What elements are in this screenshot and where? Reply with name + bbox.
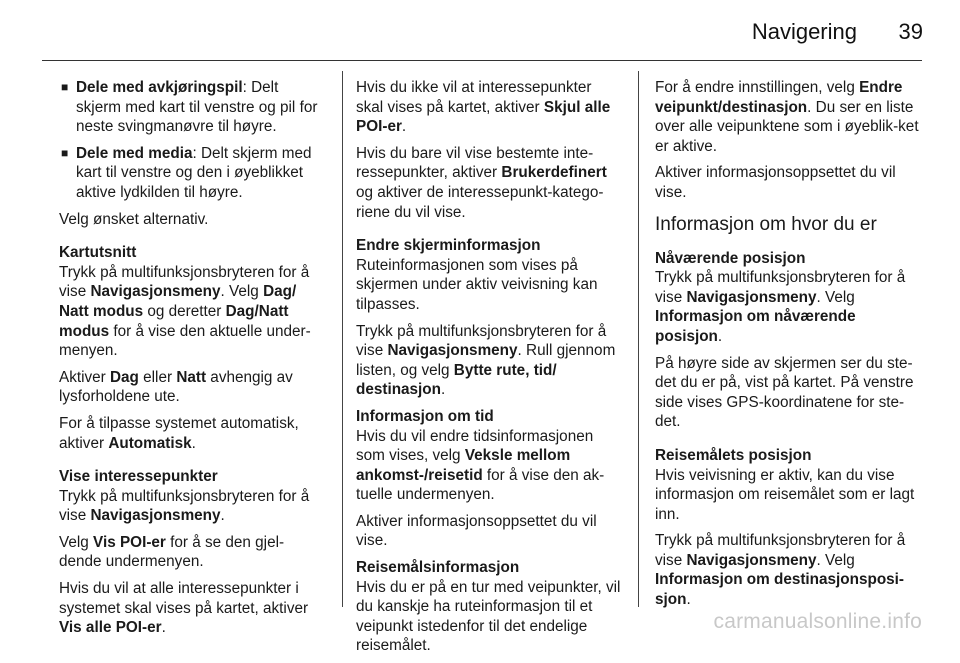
- text: : Delt skjerm med kart til venstre og pil for neste svingmanøvre til høyre.: [76, 79, 318, 136]
- subheading: Reisemålets posisjon: [655, 446, 812, 464]
- column-3: [655, 78, 921, 617]
- column-2: [356, 78, 622, 663]
- subheading: Vise interessepunkter: [59, 468, 218, 486]
- bullet-square-icon: ■: [61, 145, 69, 160]
- paragraph: Aktiver informasjonsoppsettet du vil vise.: [655, 164, 896, 201]
- subheading: Nåværende posisjon: [655, 249, 806, 267]
- subheading: Reisemålsinformasjon: [356, 559, 520, 577]
- paragraph: [655, 268, 921, 346]
- term: Automatisk: [108, 434, 192, 452]
- paragraph: Ruteinformasjonen som vises på skjermen under aktiv veivisning kan tilpasses.: [356, 256, 598, 313]
- term: Navigasjonsmeny: [686, 551, 817, 569]
- text: .: [686, 591, 691, 609]
- term: Skjul alle POI-er: [356, 98, 611, 136]
- text: avhengig av lysforholdene ute.: [59, 368, 293, 406]
- text: for å vise den ak-tuelle undermenyen.: [356, 466, 605, 504]
- text: .: [161, 619, 166, 637]
- subheading: Endre skjerminformasjon: [356, 237, 541, 255]
- term: Navigasjonsmeny: [387, 342, 518, 360]
- text: Hvis du vil endre tidsinformasjonen som vises, velg: [356, 427, 594, 465]
- paragraph: [59, 414, 325, 453]
- paragraph: [356, 144, 622, 222]
- text: Trykk på multifunksjonsbryteren for å vise: [655, 269, 906, 306]
- paragraph: [59, 579, 325, 638]
- watermark: carmanualsonline.info: [713, 610, 922, 633]
- paragraph: Velg ønsket alternativ.: [59, 210, 209, 228]
- text: .: [191, 434, 196, 452]
- term: Informasjon om destinasjonsposi-sjon: [655, 571, 905, 609]
- term: Natt: [176, 368, 207, 386]
- term: Endre veipunkt/destinasjon: [655, 79, 903, 116]
- text: .: [220, 507, 225, 525]
- text: Trykk på multifunksjonsbryteren for å vise: [59, 487, 310, 525]
- paragraph: På høyre side av skjermen ser du ste-det du er på, vist på kartet. På venstre side vises GPS-koordinatene for ste-det.: [655, 354, 914, 431]
- text: Hvis du bare vil vise bestemte inte-ressepunkter, aktiver: [356, 144, 594, 182]
- term: Dele med avkjøringspil: [76, 79, 243, 96]
- paragraph: Hvis veivisning er aktiv, kan du vise informasjon om reisemålet som er lagt inn.: [655, 466, 915, 523]
- text: Trykk på multifunksjonsbryteren for å vise: [655, 532, 906, 569]
- paragraph: [356, 322, 622, 400]
- text: Aktiver: [59, 368, 110, 386]
- bullet-item: [59, 78, 325, 137]
- term: Brukerdefinert: [501, 164, 607, 182]
- subheading: Informasjon om tid: [356, 407, 494, 425]
- page-header-title: Navigering: [751, 19, 857, 44]
- text: Trykk på multifunksjonsbryteren for å vise: [356, 322, 607, 360]
- text: og deretter: [143, 302, 226, 320]
- text: og aktiver de interessepunkt-katego-riene du vil vise.: [356, 183, 604, 221]
- text: . Du ser en liste over alle veipunktene som i øyeblik-ket er aktive.: [655, 98, 919, 155]
- paragraph: [59, 487, 325, 526]
- text: For å tilpasse systemet automatisk, aktiver: [59, 414, 299, 452]
- subheading: Kartutsnitt: [59, 244, 137, 262]
- term: Navigasjonsmeny: [90, 507, 221, 525]
- text: : Delt skjerm med kart til venstre og den i øyeblikket aktive lydkilden til høyre.: [76, 144, 312, 201]
- term: Informasjon om nåværende posisjon: [655, 308, 856, 345]
- text: . Velg: [816, 288, 855, 306]
- term: Navigasjonsmeny: [90, 283, 221, 301]
- term: Dag/Natt modus: [59, 302, 289, 340]
- text: .: [401, 118, 407, 136]
- bullet-item: [59, 144, 325, 203]
- text: . Rull gjennom listen, og velg: [356, 342, 616, 379]
- paragraph: [59, 263, 325, 361]
- text: . Velg: [816, 551, 855, 569]
- text: Hvis du ikke vil at interessepunkter skal vises på kartet, aktiver: [356, 79, 592, 116]
- term: Navigasjonsmeny: [686, 288, 817, 306]
- term: Vis POI-er: [93, 533, 166, 551]
- term: Bytte rute, tid/ destinasjon: [356, 361, 557, 399]
- term: Vis alle POI-er: [59, 619, 162, 637]
- paragraph: Hvis du er på en tur med veipunkter, vil du kanskje ha ruteinformasjon til et veipunkt istedenfor til det endelige reisemålet.: [356, 578, 621, 655]
- text: For å endre innstillingen, velg: [655, 79, 860, 96]
- term: Veksle mellom ankomst-/reisetid: [356, 447, 571, 484]
- text: for å vise den aktuelle under-menyen.: [59, 322, 311, 360]
- text: for å se den gjel-dende undermenyen.: [59, 533, 285, 571]
- text: .: [717, 327, 723, 345]
- paragraph: [356, 427, 622, 505]
- paragraph: Aktiver informasjonsoppsettet du vil vise.: [356, 512, 597, 550]
- column-1: [59, 78, 325, 645]
- text: Hvis du vil at alle interessepunkter i systemet skal vises på kartet, aktiver: [59, 580, 309, 617]
- paragraph: [356, 78, 622, 137]
- text: .: [441, 381, 446, 399]
- paragraph: [59, 533, 325, 572]
- column-divider: [342, 71, 343, 607]
- column-divider: [638, 71, 639, 607]
- paragraph: [655, 531, 921, 609]
- text: . Velg: [220, 283, 264, 301]
- text: Velg: [59, 533, 94, 551]
- bullet-square-icon: ■: [61, 80, 69, 94]
- text: Trykk på multifunksjonsbryteren for å vise: [59, 263, 310, 301]
- paragraph: [655, 78, 921, 156]
- paragraph: [59, 368, 325, 407]
- term: Dele med media: [76, 144, 193, 162]
- text: eller: [138, 368, 177, 386]
- term: Dag/ Natt modus: [59, 283, 297, 320]
- term: Dag: [110, 368, 139, 386]
- page-number: 39: [898, 19, 923, 44]
- header-divider: [42, 60, 922, 61]
- section-heading: Informasjon om hvor du er: [655, 213, 877, 235]
